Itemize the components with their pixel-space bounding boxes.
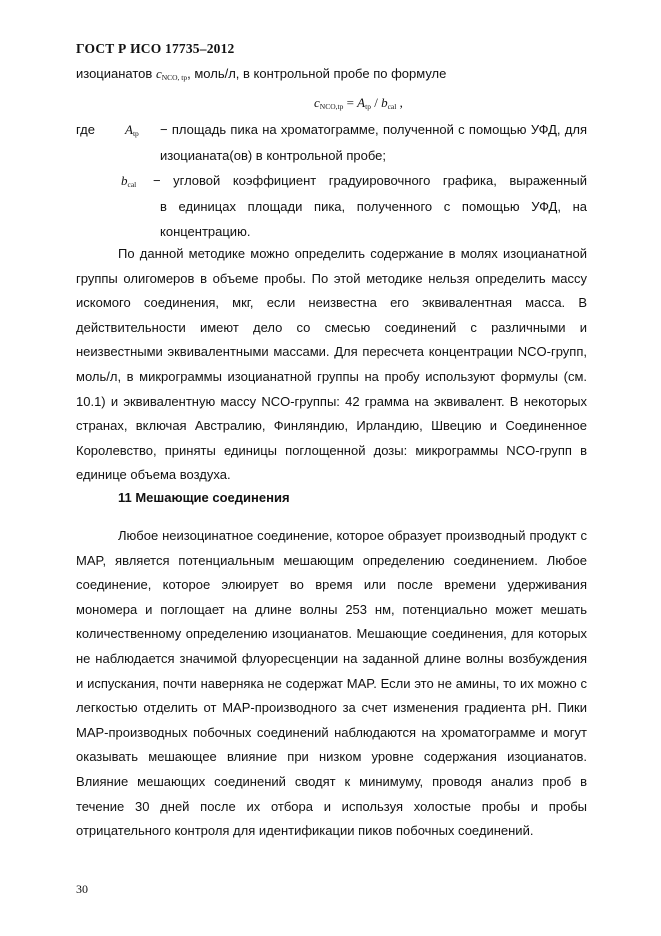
definition-bcal-line1: − угловой коэффициент градуировочного графика, выраженный (153, 173, 587, 188)
intro-text-before: изоцианатов (76, 66, 153, 81)
symbol-bcal: $b_{cal}$ (121, 173, 137, 189)
document-header: ГОСТ Р ИСО 17735–2012 (76, 41, 235, 56)
where-label: где (76, 122, 95, 137)
paragraph-method: По данной методике можно определить содержание в молях изоцианатной группы олигомеров в объеме пробы. По этой методике нельзя определить массу искомого соединения, мкг, если неизвестна его эквивалентная масса. В действительности имеют дело со смесью соединений с различными и неизвестными эквивалентными массами. Для пересчета концентрации NCO-групп, моль/л, в микрограммы изоцианатной группы на пробу используют формулы (см. 10.1) и эквивалентную массу NCO-группы: 42 грамма на эквивалент. В некоторых странах, включая Австралию, Финляндию, Ирландию, Швецию и Соединенное Королевство, приняты единицы поглощенной дозы: микрограммы NCO-групп в единице объема воздуха. (76, 246, 587, 483)
definition-bcal-line2: в единицах площади пика, полученного с помощью УФД, на (160, 199, 587, 214)
formula: $c_{NCO,tp} = A_{tp} / b_{cal}$ , (314, 95, 403, 111)
intro-text-after: , моль/л, в контрольной пробе по формуле (187, 66, 447, 81)
definition-bcal-line3: концентрацию. (160, 224, 251, 239)
definition-atp-line2: изоцианата(ов) в контрольной пробе; (160, 148, 386, 163)
intro-variable: $c_{NCO, tp}$ (155, 66, 188, 82)
section-heading: 11 Мешающие соединения (118, 490, 290, 505)
paragraph-interferences: Любое неизоцинатное соединение, которое образует производный продукт с MAP, является потенциальным мешающим определению соединением. Любое соединение, которое элюирует во время или после времени удерживания мономера и поглощает на длине волны 253 нм, потенциально может мешать количественному определению изоцианатов. Мешающие соединения, для которых не наблюдается значимой флуоресценции на заданной длине волны возбуждения и испускания, почти наверняка не содержат MAP. Если это не амины, то их можно с легкостью отделить от MAP-производного за счет изменения градиента pH. Пики MAP-производных побочных соединений наблюдаются на хроматограмме и могут оказывать мешающее влияние при низком уровне содержания изоцианатов. Влияние мешающих соединений сводят к минимуму, проводя анализ проб в течение 30 дней после их отбора и используя холостые пробы и пробы отрицательного контроля для идентификации пиков побочных соединений. (76, 528, 587, 839)
page-number: 30 (76, 882, 88, 896)
definition-atp-line1: − площадь пика на хроматограмме, полученной с помощью УФД, для (160, 122, 587, 137)
symbol-atp: $A_{tp}$ (125, 122, 139, 138)
intro-line (76, 66, 446, 86)
